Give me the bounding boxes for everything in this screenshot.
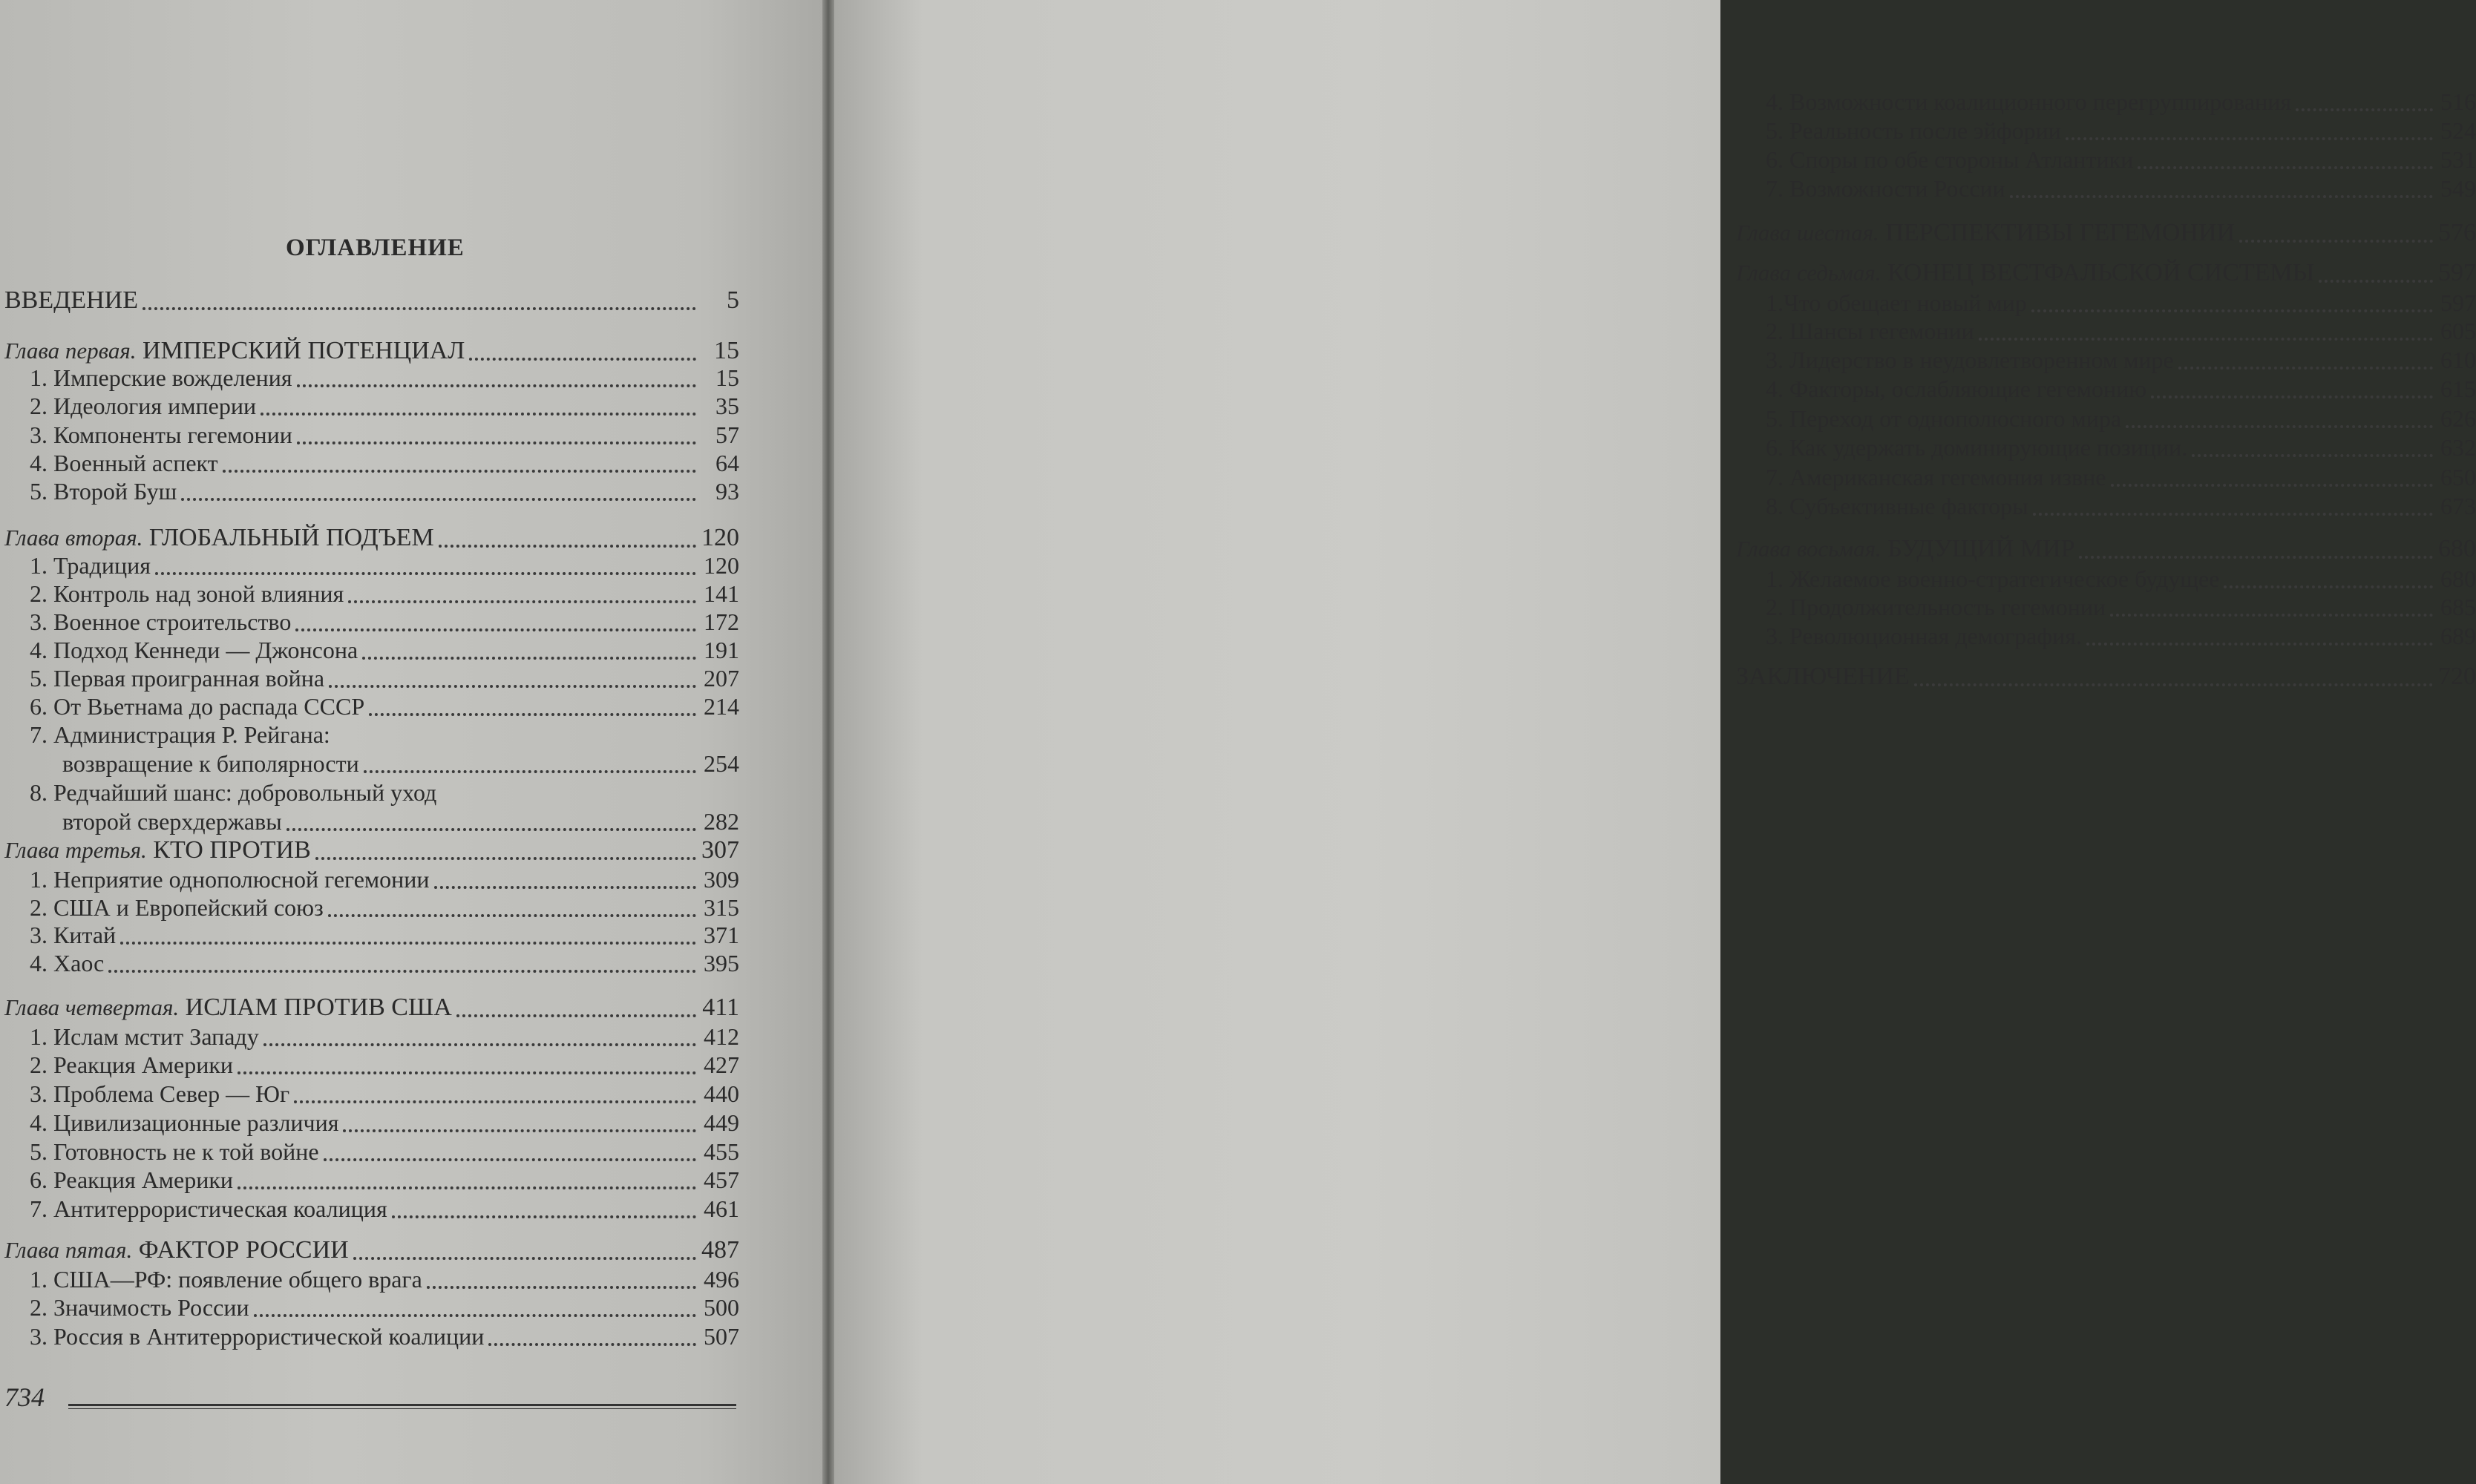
toc-section-entry [1766, 404, 2476, 433]
toc-section-entry [30, 1022, 739, 1051]
toc-page-number: 680 [2438, 535, 2476, 562]
dot-leader [369, 713, 696, 716]
dot-leader [2126, 425, 2433, 428]
dot-leader [2010, 195, 2433, 198]
toc-section-entry [30, 893, 739, 922]
dot-leader [2110, 614, 2433, 617]
section-title: 6. Реакция Америки [30, 1166, 234, 1193]
toc-page-number: 395 [704, 950, 739, 976]
toc-page-number: 315 [704, 894, 739, 921]
section-title: 2. Реакция Америки [30, 1051, 234, 1078]
toc-page-number: 632 [2440, 434, 2476, 461]
toc-section-entry [1766, 463, 2476, 491]
toc-section-entry [1766, 174, 2476, 203]
chapter-label [4, 836, 311, 864]
section-title: 6. Как удержать доминирующие позиции. [1766, 434, 2188, 461]
toc-section-entry [1766, 317, 2476, 345]
dot-leader [2086, 643, 2433, 646]
toc-section-entry-continuation [62, 749, 739, 778]
section-title: 7. Антитеррористическая коалиция [30, 1195, 387, 1222]
dot-leader [434, 886, 696, 889]
toc-section-entry [1766, 346, 2476, 374]
toc-chapter-entry [4, 524, 739, 552]
toc-page-number: 172 [704, 608, 739, 635]
toc-chapter-entry [1736, 535, 2476, 563]
toc-section-entry [30, 1080, 739, 1108]
toc-page-number: 141 [704, 580, 739, 607]
toc-page-number: 57 [715, 421, 739, 448]
section-title: 5. Переход от однополюсного мира [1766, 405, 2122, 432]
toc-page-number: 309 [704, 866, 739, 893]
dot-leader [297, 441, 696, 444]
toc-page-number: 487 [701, 1236, 739, 1264]
dot-leader [2224, 585, 2433, 588]
section-title: 3. Революционная демография. [1766, 623, 2082, 649]
toc-chapter-entry [4, 286, 739, 315]
dot-leader [2033, 513, 2433, 516]
chapter-number: Глава восьмая. [1736, 536, 1881, 562]
toc-chapter-entry [4, 836, 739, 864]
toc-page-number: 500 [704, 1294, 739, 1321]
toc-page-number: 35 [715, 393, 739, 419]
dot-leader [2066, 137, 2433, 140]
footer-rule [68, 1404, 736, 1409]
toc-chapter-entry [1736, 219, 2476, 247]
section-title: 2. Шансы гегемонии [1766, 318, 1974, 344]
dot-leader [238, 1186, 696, 1189]
dot-leader [120, 942, 696, 945]
toc-page-number: 516 [2440, 88, 2476, 115]
toc-page-number: 549 [2440, 175, 2476, 202]
chapter-number: Глава седьмая. [1736, 260, 1881, 286]
toc-section-entry [30, 1322, 739, 1350]
toc-page-number: 207 [704, 665, 739, 692]
section-title: 2. Идеология империи [30, 393, 257, 419]
dot-leader [2319, 280, 2433, 283]
toc-page-number: 673 [2440, 493, 2476, 519]
section-title: 1. Неприятие однополюсной гегемонии [30, 866, 430, 893]
chapter-title: ИМПЕРСКИЙ ПОТЕНЦИАЛ [143, 337, 465, 364]
toc-section-entry [30, 364, 739, 392]
dot-leader [2079, 556, 2433, 559]
toc-page-number: 15 [715, 364, 739, 391]
chapter-title: КОНЕЦ ВЕСТФАЛЬСКОЙ СИСТЕМЫ [1887, 259, 2315, 286]
toc-section-entry [30, 608, 739, 636]
dot-leader [295, 628, 696, 631]
toc-page-number: 597 [2438, 259, 2476, 286]
left-page [0, 0, 822, 1484]
toc-page-number: 689 [2440, 623, 2476, 649]
toc-page-number: 449 [704, 1109, 739, 1136]
toc-page-number: 507 [704, 1323, 739, 1350]
dot-leader [488, 1343, 696, 1346]
toc-section-entry [30, 580, 739, 608]
chapter-label [4, 1236, 349, 1264]
toc-page-number: 64 [715, 450, 739, 476]
section-title: 7. Администрация Р. Рейгана: [30, 721, 330, 748]
section-title: 7. Возможности России [1766, 175, 2005, 202]
dot-leader [2239, 240, 2433, 243]
toc-section-entry [30, 1166, 739, 1194]
section-title: 2. Контроль над зоной влияния [30, 580, 344, 607]
section-title: 3. Компоненты гегемонии [30, 421, 292, 448]
dot-leader [2151, 395, 2433, 398]
toc-section-entry [30, 551, 739, 580]
section-title: 1. Ислам мстит Западу [30, 1023, 259, 1050]
toc-section-entry [30, 720, 739, 749]
toc-section-entry [1766, 145, 2476, 174]
dot-leader [2031, 309, 2433, 312]
dot-leader [469, 358, 696, 361]
toc-page-number: 455 [704, 1138, 739, 1165]
dot-leader [324, 1158, 696, 1161]
section-title-continuation: второй сверхдержавы [62, 808, 282, 835]
section-title: 5. Второй Буш [30, 478, 177, 505]
section-title: 3. Проблема Север — Юг [30, 1080, 290, 1107]
section-title: 1. Желаемое военно-стратегическое будущее [1766, 565, 2220, 592]
toc-section-entry [30, 778, 739, 807]
chapter-title: ЗАКЛЮЧЕНИЕ [1736, 663, 1910, 690]
toc-page-number: 626 [2440, 405, 2476, 432]
toc-page-number: 307 [701, 836, 739, 864]
section-title: 8. Редчайший шанс: добровольный уход [30, 779, 437, 806]
toc-page-number: 496 [704, 1266, 739, 1293]
toc-page-number: 457 [704, 1166, 739, 1193]
dot-leader [238, 1071, 696, 1074]
toc-page-number: 254 [704, 750, 739, 777]
dot-leader [329, 685, 696, 688]
toc-section-entry [30, 1195, 739, 1223]
toc-section-entry [30, 421, 739, 449]
section-title: 4. Подход Кеннеди — Джонсона [30, 637, 358, 663]
toc-page-number: 427 [704, 1051, 739, 1078]
chapter-title: ПЕРСПЕКТИВЫ ГЕГЕМОНИИ [1885, 219, 2236, 246]
section-title: 4. Военный аспект [30, 450, 218, 476]
dot-leader [254, 1314, 696, 1317]
section-title: 1. США—РФ: появление общего врага [30, 1266, 422, 1293]
dot-leader [2178, 367, 2433, 370]
dot-leader [143, 307, 696, 310]
section-title: 5. Готовность не к той войне [30, 1138, 319, 1165]
toc-section-entry [1766, 433, 2476, 462]
section-title: 2. Значимость России [30, 1294, 249, 1321]
dot-leader [261, 413, 696, 416]
dot-leader [2111, 484, 2434, 487]
toc-section-entry [30, 865, 739, 893]
section-title: 3. Лидерство в неудовлетворенном мире [1766, 347, 2174, 373]
chapter-label [1736, 535, 2074, 563]
toc-section-entry [30, 921, 739, 949]
dot-leader [263, 1043, 696, 1046]
chapter-label [1736, 219, 2235, 247]
dot-leader [286, 828, 696, 831]
chapter-label [1736, 663, 1910, 691]
toc-page-number: 411 [702, 994, 739, 1021]
toc-section-entry [30, 636, 739, 664]
toc-section-entry [30, 1109, 739, 1137]
toc-section-entry [1766, 565, 2476, 593]
toc-page-number: 680 [2440, 565, 2476, 592]
dot-leader [456, 1014, 696, 1017]
toc-page-number: 120 [704, 552, 739, 579]
section-title: 2. Продолжительность гегемонии [1766, 594, 2106, 620]
section-title: 5. Первая проигранная война [30, 665, 325, 692]
toc-section-entry [30, 392, 739, 420]
toc-section-entry [30, 1051, 739, 1079]
dot-leader [1979, 338, 2433, 341]
toc-page-number: 531 [2440, 146, 2476, 173]
dot-leader [427, 1286, 696, 1289]
dot-leader [362, 657, 696, 660]
toc-page-number: 282 [704, 808, 739, 835]
toc-chapter-entry [4, 994, 739, 1022]
chapter-title: БУДУЩИЙ МИР [1887, 535, 2075, 562]
toc-section-entry [1766, 88, 2476, 116]
section-title: 6. От Вьетнама до распада СССР [30, 693, 365, 720]
toc-section-entry [1766, 622, 2476, 650]
toc-section-entry [30, 1137, 739, 1166]
book-gutter [822, 0, 834, 1484]
dot-leader [439, 545, 696, 548]
toc-chapter-entry [1736, 259, 2476, 287]
toc-section-entry-continuation [62, 807, 739, 835]
dot-leader [364, 770, 696, 773]
toc-page-number: 120 [701, 524, 739, 551]
chapter-number: Глава третья. [4, 837, 147, 863]
section-title: 7. Американская гегемония извне [1766, 464, 2106, 490]
toc-page-number: 685 [2440, 594, 2476, 620]
toc-page-number: 5 [727, 286, 739, 314]
section-title: 4. Хаос [30, 950, 105, 976]
toc-page-number: 461 [704, 1195, 739, 1222]
toc-page-number: 440 [704, 1080, 739, 1107]
chapter-title: ФАКТОР РОССИИ [138, 1236, 349, 1264]
dot-leader [1914, 683, 2433, 686]
toc-section-entry [30, 477, 739, 505]
dot-leader [343, 1129, 696, 1132]
chapter-number: Глава шестая. [1736, 220, 1879, 246]
toc-section-entry [1766, 116, 2476, 145]
dot-leader [353, 1257, 696, 1260]
chapter-title: ИСЛАМ ПРОТИВ США [185, 994, 452, 1021]
toc-section-entry [1766, 492, 2476, 520]
dot-leader [108, 970, 696, 973]
toc-page-number: 524 [2440, 117, 2476, 144]
toc-page-number: 597 [2440, 289, 2476, 316]
chapter-label [4, 286, 138, 315]
toc-section-entry [30, 664, 739, 692]
toc-section-entry [1766, 593, 2476, 621]
chapter-number: Глава четвертая. [4, 994, 180, 1020]
section-title: 3. Китай [30, 922, 117, 948]
toc-chapter-entry [4, 1236, 739, 1264]
toc-page-number: 576 [2438, 219, 2476, 246]
section-title: 1. Традиция [30, 552, 151, 579]
chapter-title: ГЛОБАЛЬНЫЙ ПОДЪЕМ [148, 524, 434, 551]
section-title: 3. Россия в Антитеррористической коалиции [30, 1323, 485, 1350]
toc-page-number: 371 [704, 922, 739, 948]
chapter-label [1736, 259, 2314, 287]
toc-section-entry [30, 949, 739, 977]
toc-page-number: 605 [2440, 318, 2476, 344]
section-title: 4. Цивилизационные различия [30, 1109, 339, 1136]
right-page [834, 0, 2476, 1484]
dot-leader [294, 1100, 696, 1103]
toc-section-entry [1766, 375, 2476, 403]
toc-section-entry [30, 449, 739, 477]
toc-section-entry [30, 1265, 739, 1293]
toc-page-number: 191 [704, 637, 739, 663]
chapter-label [4, 524, 434, 552]
chapter-label [4, 994, 452, 1022]
section-title: 4. Факторы, ослабляющие гегемонию [1766, 375, 2147, 402]
dot-leader [315, 857, 696, 860]
toc-page-number: 15 [714, 337, 739, 364]
dot-leader [348, 600, 696, 603]
dot-leader [155, 572, 696, 575]
section-title: 6. Споры по обе стороны Атлантики [1766, 146, 2134, 173]
section-title: 3. Военное строительство [30, 608, 292, 635]
toc-page-number: 615 [2440, 375, 2476, 402]
section-title: 1. Имперские вожделения [30, 364, 292, 391]
toc-chapter-entry [1736, 663, 2476, 691]
toc-page-number: 412 [704, 1023, 739, 1050]
chapter-number: Глава вторая. [4, 525, 143, 551]
dot-leader [392, 1215, 696, 1218]
toc-page-number: 610 [2440, 347, 2476, 373]
toc-page-number: 214 [704, 693, 739, 720]
dot-leader [2296, 108, 2433, 111]
chapter-number: Глава пятая. [4, 1237, 133, 1263]
section-title: 4. Возможности коалиционного перегруппирования [1766, 88, 2292, 115]
dot-leader [328, 914, 696, 917]
toc-section-entry [30, 692, 739, 720]
chapter-title: ВВЕДЕНИЕ [4, 286, 138, 314]
dot-leader [2192, 454, 2433, 457]
toc-heading: ОГЛАВЛЕНИЕ [286, 234, 465, 261]
dot-leader [181, 498, 696, 501]
page-number: 734 [4, 1382, 45, 1412]
section-title: 5. Реальность после эйфории [1766, 117, 2061, 144]
chapter-title: КТО ПРОТИВ [153, 836, 311, 864]
dot-leader [297, 384, 696, 387]
toc-page-number: 720 [2438, 663, 2476, 690]
chapter-label [4, 337, 465, 365]
toc-page-number: 93 [715, 478, 739, 505]
section-title-continuation: возвращение к биполярности [62, 750, 359, 777]
chapter-number: Глава первая. [4, 338, 137, 364]
section-title: 2. США и Европейский союз [30, 894, 324, 921]
toc-page-number: 650 [2440, 464, 2476, 490]
dot-leader [223, 470, 696, 473]
toc-chapter-entry [4, 337, 739, 365]
toc-section-entry [1766, 289, 2476, 317]
section-title: 8. Субъективные факторы [1766, 493, 2028, 519]
toc-section-entry [30, 1293, 739, 1322]
dot-leader [2138, 166, 2433, 169]
section-title: 1.Что обещает новый мир [1766, 289, 2027, 316]
